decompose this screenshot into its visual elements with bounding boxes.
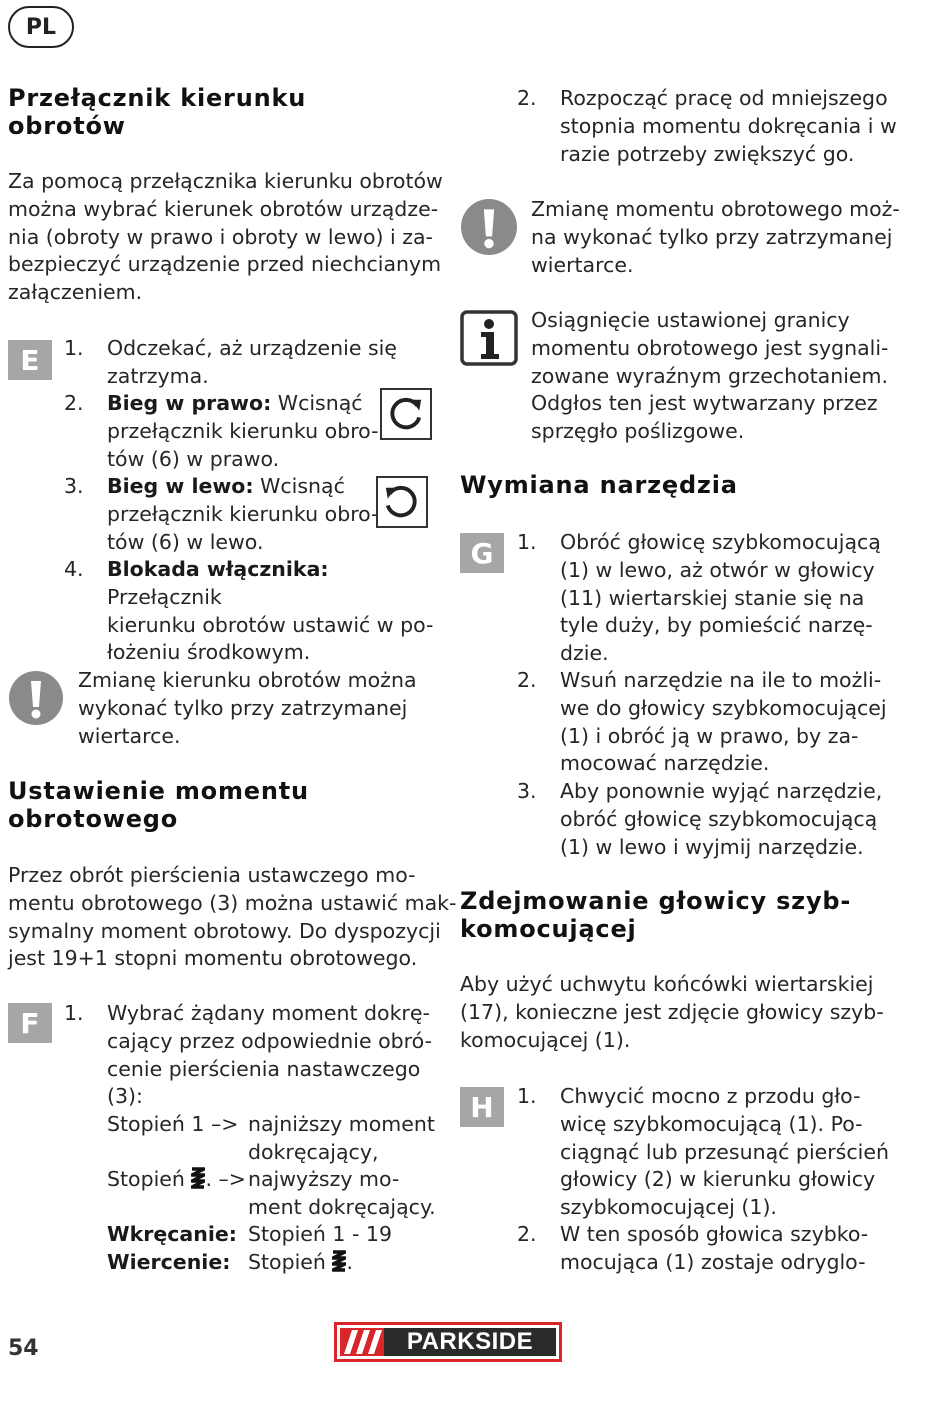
- text-line: cenie pierścienia nastawczego: [107, 1056, 421, 1081]
- text-line: momentu obrotowego jest sygnali-: [531, 335, 889, 360]
- text-line: razie potrzeby zwiększyć go.: [560, 141, 855, 166]
- warning-icon: [8, 670, 64, 726]
- text-line: Wsuń narzędzie na ile to możli-: [560, 668, 882, 692]
- heading-line: obrotów: [8, 112, 126, 140]
- text-line: szybkomocującej (1).: [560, 1195, 777, 1220]
- text-line: ment dokręcający.: [248, 1194, 436, 1219]
- figure-badge-e: E: [8, 340, 52, 380]
- text-line: najwyższy mo-: [248, 1167, 400, 1191]
- text-line: Odgłos ten jest wytwarzany przez: [531, 391, 878, 416]
- text-line: zowane wyraźnym grzechotaniem.: [531, 363, 889, 388]
- chuck-intro: [460, 971, 884, 1054]
- heading-line: Ustawienie momentu: [8, 777, 309, 805]
- list-number: 2.: [517, 86, 537, 110]
- list-number: 4.: [64, 557, 84, 581]
- section-heading-torque: [8, 777, 309, 833]
- page-number: 54: [8, 1336, 39, 1361]
- list-item: [64, 1000, 444, 1112]
- text-run: .: [346, 1250, 353, 1274]
- bold-term: Bieg w prawo:: [107, 391, 272, 415]
- bold-term: Wkręcanie:: [107, 1222, 237, 1246]
- text-line: mocująca (1) zostaje odryglo-: [560, 1249, 866, 1274]
- text-line: ciągnąć lub przesunąć pierścień: [560, 1139, 889, 1164]
- text-line: kierunku obrotów ustawić w po-: [107, 612, 434, 637]
- text-line: [107, 390, 379, 418]
- text-line: (1) i obróć ją w prawo, by za-: [560, 723, 859, 748]
- direction-intro: [8, 168, 443, 307]
- figure-badge-f: F: [8, 1003, 52, 1043]
- text-line: najniższy moment: [248, 1112, 435, 1136]
- text-line: Odczekać, aż urządzenie się: [107, 336, 397, 360]
- text-line: we do głowicy szybkomocującej: [560, 695, 887, 720]
- list-item: [517, 667, 937, 779]
- list-item: [64, 335, 404, 391]
- text-run: Przełącznik: [107, 584, 222, 609]
- text-run: Stopień: [248, 1250, 326, 1274]
- text-line: na wykonać tylko przy zatrzymanej: [531, 224, 893, 249]
- text-line: zatrzyma.: [107, 363, 209, 388]
- info-text: [531, 307, 888, 446]
- text-line: Zmianę kierunku obrotów można: [78, 668, 417, 692]
- list-number: 1.: [517, 1084, 537, 1108]
- list-item: [64, 390, 404, 474]
- rotate-right-icon: [380, 388, 432, 440]
- list-item: [517, 85, 937, 169]
- section-heading-chuck-removal: [460, 887, 851, 943]
- text-run: Wcisnąć: [253, 474, 345, 498]
- list-item: [517, 529, 937, 669]
- text-line: cający przez odpowiednie obró-: [107, 1028, 432, 1053]
- list-number: 2.: [64, 391, 84, 415]
- screw-value: Stopień 1 - 19: [248, 1222, 392, 1246]
- language-badge: PL: [8, 6, 74, 48]
- text-line: tyle duży, by pomieścić narzę-: [560, 613, 873, 638]
- text-line: nia (obroty w prawo i obroty w lewo) i za-: [8, 224, 433, 249]
- text-line: przełącznik kierunku obro-: [107, 501, 379, 526]
- rotate-left-icon: [376, 476, 428, 528]
- text-line: Zmianę momentu obrotowego moż-: [531, 197, 900, 221]
- text-line: mocować narzędzie.: [560, 751, 770, 776]
- text-line: Aby ponownie wyjąć narzędzie,: [560, 779, 883, 803]
- figure-badge-h: H: [460, 1087, 504, 1127]
- text-line: Osiągnięcie ustawionej granicy: [531, 308, 850, 332]
- list-item: [517, 1221, 937, 1277]
- figure-badge-g: G: [460, 533, 504, 573]
- brand-name: PARKSIDE: [406, 1328, 534, 1355]
- list-number: 1.: [64, 336, 84, 360]
- list-number: 2.: [517, 1222, 537, 1246]
- text-line: wiertarce.: [78, 723, 181, 748]
- text-line: Za pomocą przełącznika kierunku obrotów: [8, 169, 443, 193]
- info-icon: [460, 310, 518, 366]
- level-row: [107, 1111, 238, 1139]
- text-line: W ten sposób głowica szybko-: [560, 1222, 869, 1246]
- bold-term: Bieg w lewo:: [107, 474, 254, 498]
- drill-level-icon: [332, 1250, 346, 1272]
- text-line: dokręcający,: [248, 1139, 379, 1164]
- text-line: Aby użyć uchwytu końcówki wiertarskiej: [460, 972, 874, 996]
- warning-text: [531, 196, 900, 279]
- text-line: (3):: [107, 1084, 143, 1109]
- text-line: bezpieczyć urządzenie przed niechcianym: [8, 252, 442, 277]
- screw-label: [107, 1221, 237, 1249]
- drill-level-icon: [191, 1167, 205, 1189]
- text-line: Wybrać żądany moment dokrę-: [107, 1001, 430, 1025]
- section-heading-direction: [8, 84, 306, 140]
- list-number: 3.: [64, 474, 84, 498]
- text-line: wicę szybkomocującą (1). Po-: [560, 1111, 863, 1136]
- text-line: jest 19+1 stopni momentu obrotowego.: [8, 946, 418, 971]
- text-line: dzie.: [560, 641, 609, 666]
- heading-line: obrotowego: [8, 805, 179, 833]
- list-number: 2.: [517, 668, 537, 692]
- list-number: 3.: [517, 779, 537, 803]
- torque-intro: [8, 862, 456, 973]
- text-line: Obróć głowicę szybkomocującą: [560, 530, 881, 554]
- text-line: (11) wiertarskiej stanie się na: [560, 585, 865, 610]
- warning-text: [78, 667, 417, 750]
- text-line: sprzęgło poślizgowe.: [531, 419, 745, 444]
- text-line: wiertarce.: [531, 252, 634, 277]
- text-line: stopnia momentu dokręcania i w: [560, 113, 897, 138]
- list-item: [64, 473, 404, 557]
- text-line: tów (6) w lewo.: [107, 529, 264, 554]
- text-line: załączeniem.: [8, 280, 143, 305]
- level-desc: [248, 1111, 435, 1167]
- text-line: komocującej (1).: [460, 1027, 631, 1052]
- text-line: Chwycić mocno z przodu gło-: [560, 1084, 861, 1108]
- text-line: wykonać tylko przy zatrzymanej: [78, 695, 408, 720]
- text-line: (17), konieczne jest zdjęcie głowicy szyb-: [460, 999, 884, 1024]
- level-desc: [248, 1166, 436, 1222]
- text-run: Wcisnąć: [271, 391, 363, 415]
- heading-line: Zdejmowanie głowicy szyb-: [460, 887, 852, 915]
- text-line: Przez obrót pierścienia ustawczego mo-: [8, 863, 416, 887]
- level-key: Stopień: [107, 1167, 185, 1191]
- text-line: mentu obrotowego (3) można ustawić mak-: [8, 890, 457, 915]
- bold-term: Blokada włącznika:: [107, 557, 329, 581]
- drill-value: [248, 1249, 353, 1277]
- text-line: można wybrać kierunek obrotów urządze-: [8, 196, 439, 221]
- text-line: Rozpocząć pracę od mniejszego: [560, 86, 888, 110]
- text-line: przełącznik kierunku obro-: [107, 418, 379, 443]
- heading-line: Przełącznik kierunku: [8, 84, 307, 112]
- text-line: tów (6) w prawo.: [107, 446, 280, 471]
- list-item: [64, 556, 444, 665]
- text-line: [107, 556, 447, 612]
- text-line: [107, 473, 379, 501]
- parkside-logo: [334, 1322, 562, 1362]
- level-row: [107, 1166, 246, 1194]
- text-line: (1) w lewo i wyjmij narzędzie.: [560, 834, 864, 859]
- warning-icon: [460, 198, 518, 256]
- text-line: łożeniu środkowym.: [107, 640, 311, 665]
- text-line: obróć głowicę szybkomocującą: [560, 806, 878, 831]
- text-line: (1) w lewo, aż otwór w głowicy: [560, 557, 875, 582]
- section-heading-tool-change: Wymiana narzędzia: [460, 471, 738, 499]
- heading-line: komocującej: [460, 915, 637, 943]
- level-key: Stopień 1 –>: [107, 1112, 239, 1136]
- list-item: [517, 778, 937, 862]
- text-line: symalny moment obrotowy. Do dyspozycji: [8, 918, 441, 943]
- list-item: [517, 1083, 937, 1223]
- list-number: 1.: [517, 530, 537, 554]
- list-number: 1.: [64, 1001, 84, 1025]
- drill-label: [107, 1249, 230, 1277]
- text-line: głowicy (2) w kierunku głowicy: [560, 1167, 876, 1192]
- bold-term: Wiercenie:: [107, 1250, 231, 1274]
- level-arrow: . –>: [205, 1167, 246, 1191]
